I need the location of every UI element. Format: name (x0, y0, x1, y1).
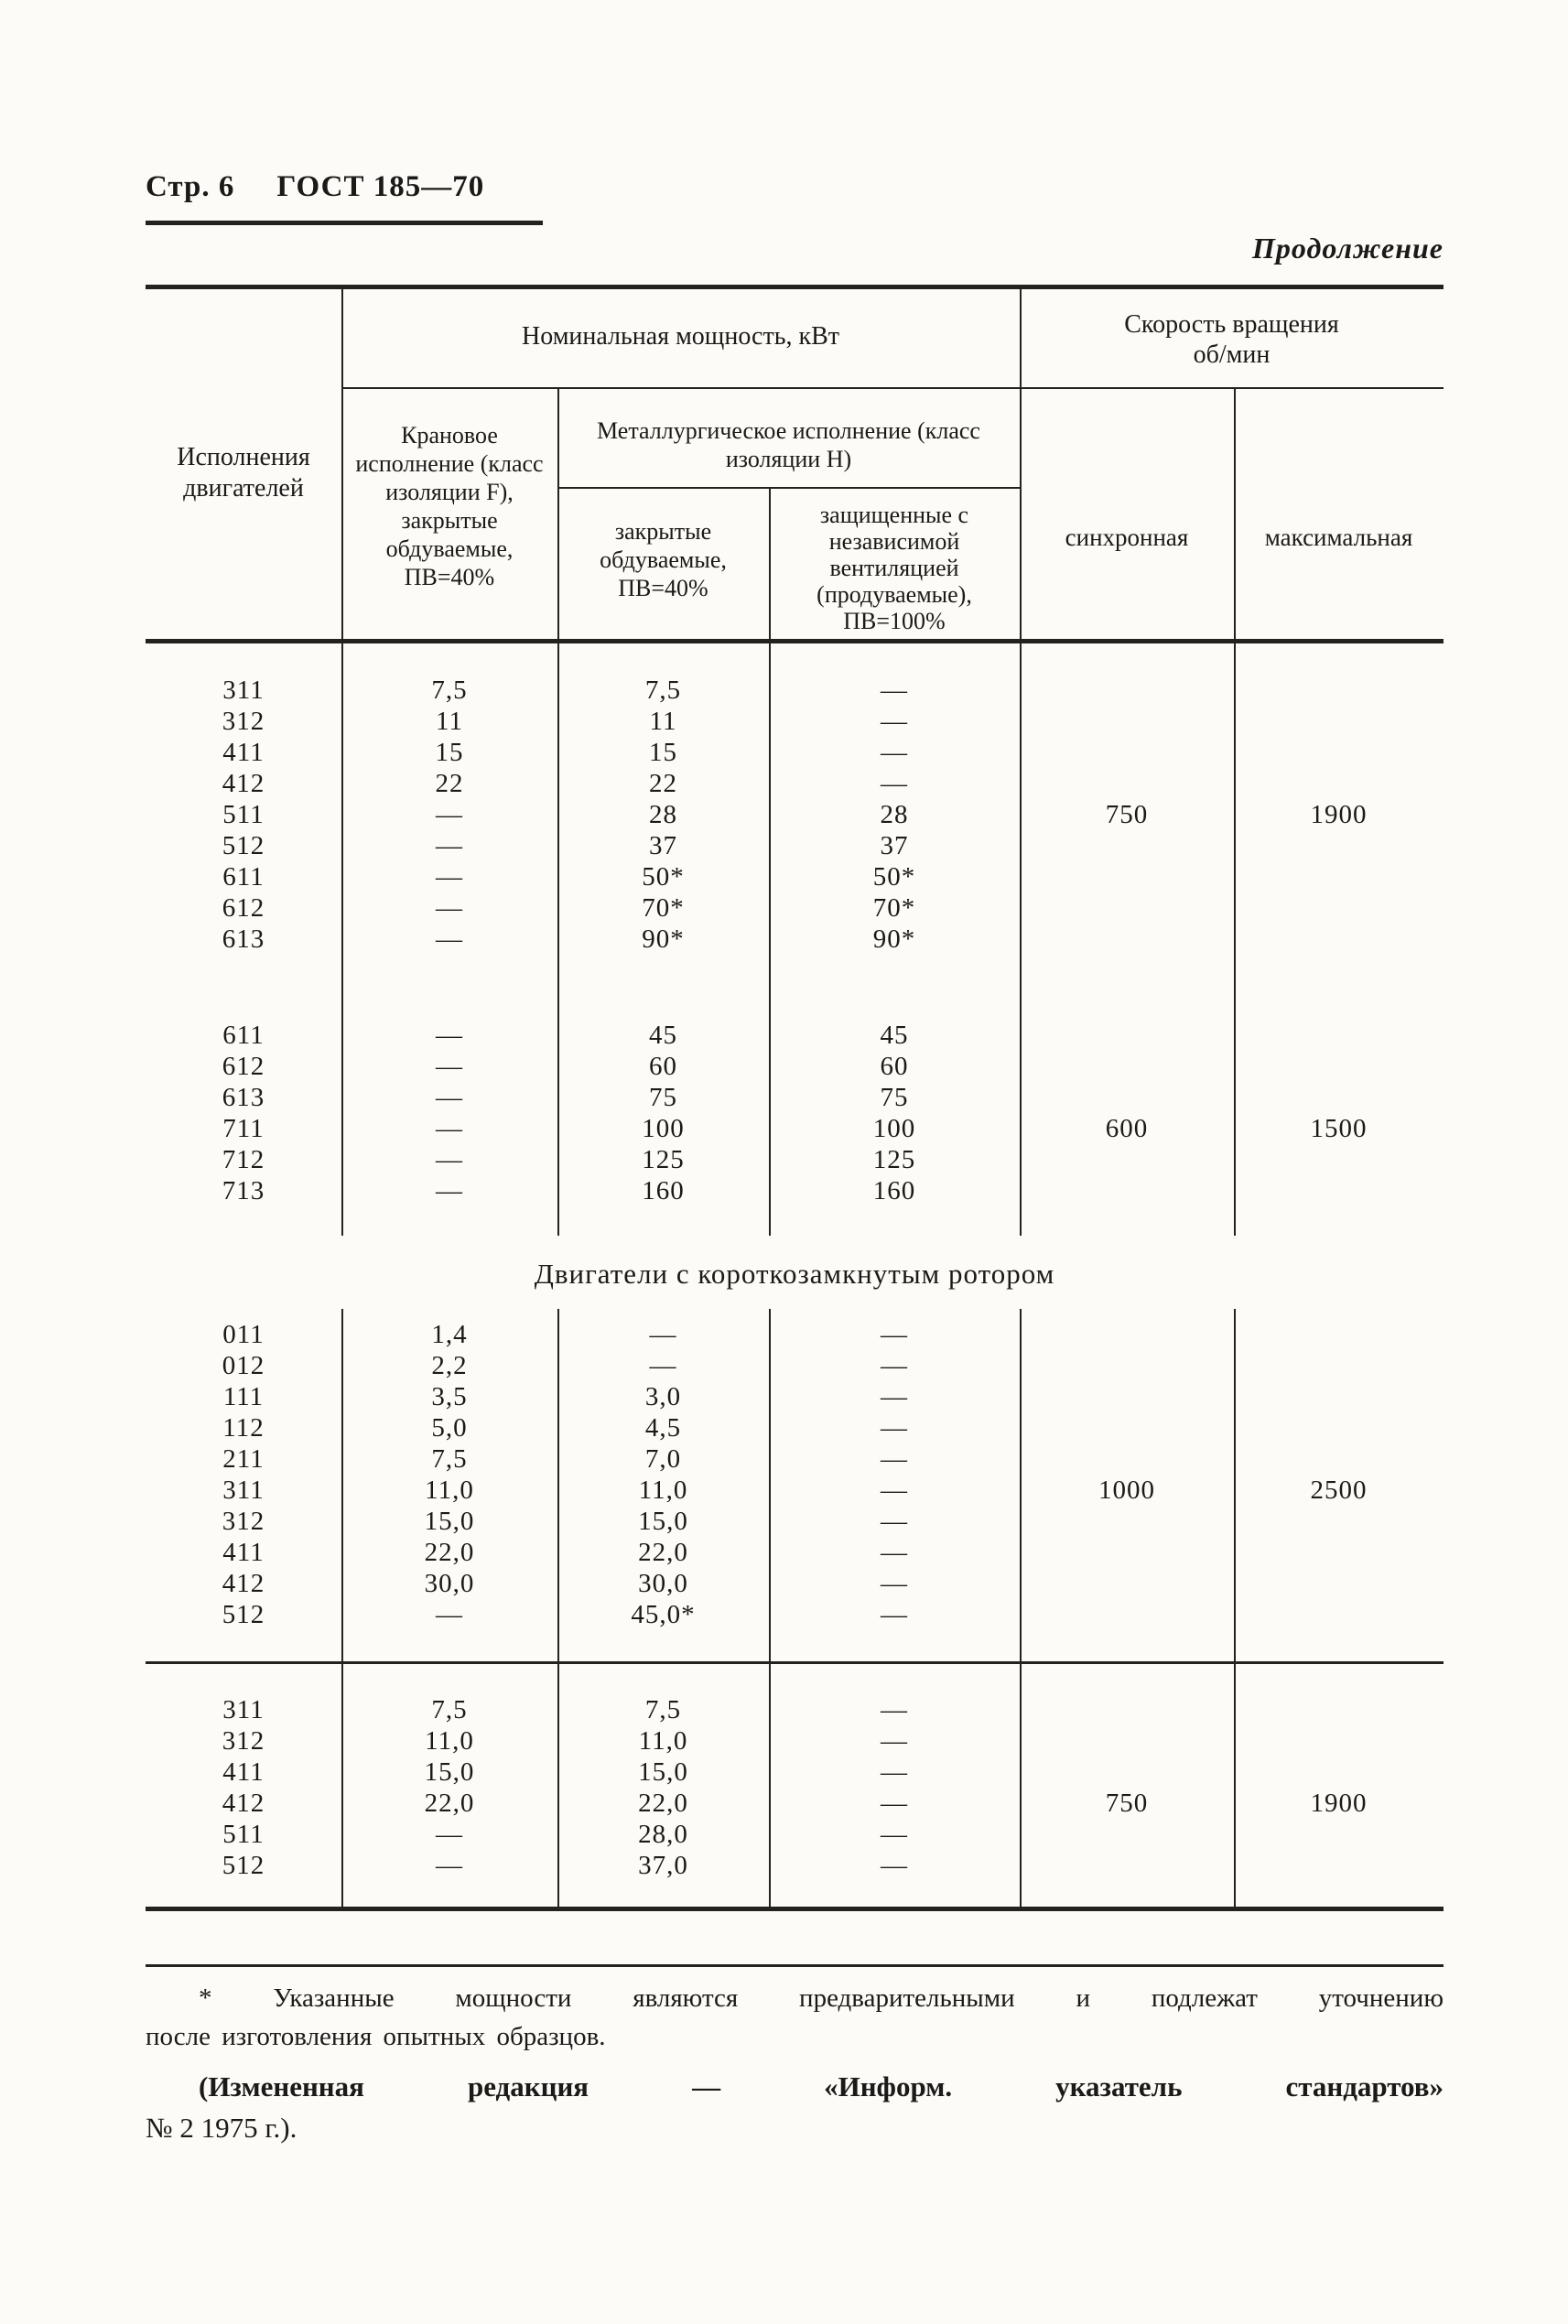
closed-power-cell: 15 (649, 738, 677, 767)
protected-power-cell: — (881, 1695, 908, 1724)
table-row (0, 1694, 1568, 1725)
crane-power-cell: 30,0 (424, 1569, 475, 1598)
max-speed-value: 1500 (1310, 1114, 1368, 1143)
section-title-squirrel-cage: Двигатели с короткозамкнутым ротором (534, 1258, 1055, 1290)
max-speed-value: 2500 (1310, 1475, 1368, 1505)
page-number: Стр. 6 (146, 170, 235, 203)
table-row (0, 675, 1568, 706)
closed-power-cell: 7,5 (644, 1695, 682, 1724)
table-row (0, 1319, 1568, 1350)
crane-power-cell: 22,0 (424, 1538, 475, 1567)
execution-cell: 311 (222, 676, 265, 705)
crane-power-cell: — (436, 893, 463, 923)
closed-power-cell: 22 (649, 769, 677, 798)
header-executions: Исполнения двигателей (177, 443, 310, 503)
protected-power-cell: 70* (872, 893, 916, 923)
header-synchronous-speed: синхронная (1065, 524, 1189, 551)
closed-power-cell: 45,0* (631, 1600, 696, 1629)
header-closed-blown: закрытые обдуваемые, ПВ=40% (600, 518, 727, 601)
protected-power-cell: 100 (872, 1114, 916, 1143)
table-row (0, 1082, 1568, 1113)
execution-cell: 312 (222, 707, 265, 736)
execution-cell: 411 (222, 1538, 265, 1567)
table-row (0, 830, 1568, 861)
crane-power-cell: 11 (436, 707, 463, 736)
protected-power-cell: 75 (880, 1083, 909, 1112)
protected-power-cell: — (881, 769, 908, 798)
execution-cell: 412 (222, 1789, 265, 1818)
crane-power-cell: — (436, 1851, 463, 1880)
protected-power-cell: — (881, 1351, 908, 1380)
execution-cell: 312 (222, 1726, 265, 1756)
table-row (0, 1175, 1568, 1206)
protected-power-cell: — (881, 1569, 908, 1598)
closed-power-cell: 4,5 (644, 1413, 682, 1443)
crane-power-cell: — (436, 1114, 463, 1143)
execution-cell: 711 (222, 1114, 265, 1143)
protected-power-cell: — (881, 1757, 908, 1787)
table-row (0, 737, 1568, 768)
table-row (0, 1819, 1568, 1850)
crane-power-cell: — (436, 831, 463, 860)
execution-cell: 512 (222, 831, 265, 860)
execution-cell: 613 (222, 924, 265, 954)
crane-power-cell: 22,0 (424, 1789, 475, 1818)
table-row (0, 861, 1568, 892)
protected-power-cell: 50* (872, 862, 916, 892)
table-row (0, 924, 1568, 955)
crane-power-cell: — (436, 862, 463, 892)
table-row (0, 892, 1568, 924)
crane-power-cell: 3,5 (431, 1382, 468, 1411)
execution-cell: 612 (222, 1052, 265, 1081)
protected-power-cell: — (881, 1789, 908, 1818)
closed-power-cell: 30,0 (638, 1569, 688, 1598)
table-row (0, 1412, 1568, 1443)
protected-power-cell: — (881, 1444, 908, 1474)
sync-speed-value: 750 (1105, 800, 1149, 829)
table-middle-rule (146, 1661, 1444, 1664)
closed-power-cell: 28,0 (638, 1820, 688, 1849)
max-speed-value: 1900 (1310, 1789, 1368, 1818)
protected-power-cell: — (881, 1382, 908, 1411)
execution-cell: 312 (222, 1507, 265, 1536)
table-block-750rpm (0, 675, 1568, 955)
crane-power-cell: — (436, 1083, 463, 1112)
protected-power-cell: — (881, 1851, 908, 1880)
table-block-1000rpm (0, 1319, 1568, 1630)
table-top-rule (146, 285, 1444, 289)
table-row (0, 1725, 1568, 1757)
closed-power-cell: 70* (642, 893, 685, 923)
table-row (0, 1568, 1568, 1599)
closed-power-cell: 37,0 (638, 1851, 688, 1880)
footnote-line1: * Указанные мощности являются предварительными и подлежат уточнению (199, 1984, 1444, 2013)
table-row (0, 1443, 1568, 1475)
crane-power-cell: — (436, 1052, 463, 1081)
closed-power-cell: 100 (642, 1114, 685, 1143)
table-row (0, 1537, 1568, 1568)
execution-cell: 512 (222, 1851, 265, 1880)
closed-power-cell: 15,0 (638, 1507, 688, 1536)
execution-cell: 012 (222, 1351, 265, 1380)
closed-power-cell: 22,0 (638, 1789, 688, 1818)
protected-power-cell: 37 (880, 831, 909, 860)
protected-power-cell: 160 (872, 1176, 916, 1205)
crane-power-cell: — (436, 800, 463, 829)
crane-power-cell: — (436, 924, 463, 954)
execution-cell: 112 (222, 1413, 265, 1443)
execution-cell: 311 (222, 1695, 265, 1724)
closed-power-cell: 7,5 (644, 676, 682, 705)
footnote-separator-rule (146, 1964, 1444, 1967)
power-group-rule (341, 387, 1444, 389)
sync-speed-value: 1000 (1098, 1475, 1155, 1505)
closed-power-cell: 11,0 (638, 1475, 688, 1505)
closed-power-cell: 15,0 (638, 1757, 688, 1787)
closed-power-cell: 28 (649, 800, 677, 829)
execution-cell: 011 (222, 1320, 265, 1349)
closed-power-cell: 22,0 (638, 1538, 688, 1567)
header-underline-rule (146, 221, 543, 225)
protected-power-cell: — (881, 1600, 908, 1629)
execution-cell: 511 (222, 800, 265, 829)
execution-cell: 611 (222, 862, 265, 892)
crane-power-cell: 7,5 (431, 1444, 468, 1474)
protected-power-cell: — (881, 1320, 908, 1349)
crane-power-cell: 1,4 (431, 1320, 468, 1349)
crane-power-cell: 11,0 (425, 1726, 474, 1756)
crane-power-cell: — (436, 1021, 463, 1050)
continuation-label: Продолжение (1252, 232, 1444, 265)
table-row (0, 1144, 1568, 1175)
crane-power-cell: 15,0 (424, 1507, 475, 1536)
crane-power-cell: 15 (435, 738, 464, 767)
crane-power-cell: — (436, 1820, 463, 1849)
execution-cell: 111 (222, 1382, 265, 1411)
header-speed-line2: об/мин (1193, 340, 1271, 369)
table-row (0, 706, 1568, 737)
header-speed-line1: Скорость вращения (1124, 310, 1339, 339)
header-speed-group (1020, 309, 1444, 370)
execution-cell: 211 (222, 1444, 265, 1474)
closed-power-cell: 50* (642, 862, 685, 892)
execution-cell: 713 (222, 1176, 265, 1205)
execution-cell: 311 (222, 1475, 265, 1505)
header-maximal-speed: максимальная (1264, 524, 1413, 551)
table-row (0, 1020, 1568, 1051)
header-protected-ventilated: защищенные с независимой вентиляцией (продуваемые), ПВ=100% (816, 502, 972, 634)
closed-power-cell: 3,0 (644, 1382, 682, 1411)
protected-power-cell: — (881, 676, 908, 705)
metallurgical-group-rule (557, 487, 1020, 489)
closed-power-cell: 45 (649, 1021, 677, 1050)
header-crane-version: Крановое исполнение (класс изоляции F), закрытые обдуваемые, ПВ=40% (355, 422, 544, 590)
table-row (0, 1599, 1568, 1630)
protected-power-cell: — (881, 1507, 908, 1536)
execution-cell: 412 (222, 1569, 265, 1598)
protected-power-cell: — (881, 1820, 908, 1849)
crane-power-cell: 11,0 (425, 1475, 474, 1505)
crane-power-cell: — (436, 1176, 463, 1205)
header-nominal-power-group: Номинальная мощность, кВт (522, 322, 839, 351)
closed-power-cell: — (649, 1351, 677, 1380)
table-header-bottom-rule (146, 639, 1444, 643)
execution-cell: 612 (222, 893, 265, 923)
crane-power-cell: 15,0 (424, 1757, 475, 1787)
table-row (0, 1850, 1568, 1881)
protected-power-cell: — (881, 707, 908, 736)
table-row (0, 1757, 1568, 1788)
execution-cell: 613 (222, 1083, 265, 1112)
table-row (0, 768, 1568, 799)
crane-power-cell: 7,5 (431, 1695, 468, 1724)
protected-power-cell: — (881, 1538, 908, 1567)
execution-cell: 611 (222, 1021, 265, 1050)
crane-power-cell: 5,0 (431, 1413, 468, 1443)
table-row (0, 1350, 1568, 1381)
header-metallurgical-group: Металлургическое исполнение (класс изоляции Н) (597, 417, 980, 472)
amendment-note-line2: № 2 1975 г.). (146, 2112, 297, 2144)
crane-power-cell: — (436, 1600, 463, 1629)
closed-power-cell: 125 (642, 1145, 685, 1174)
crane-power-cell: — (436, 1145, 463, 1174)
protected-power-cell: 90* (872, 924, 916, 954)
crane-power-cell: 22 (435, 769, 464, 798)
table-row (0, 1051, 1568, 1082)
footnote-line2: после изготовления опытных образцов. (146, 2022, 606, 2051)
execution-cell: 712 (222, 1145, 265, 1174)
closed-power-cell: 160 (642, 1176, 685, 1205)
table-block-600rpm (0, 1020, 1568, 1206)
page-header (146, 170, 484, 204)
closed-power-cell: 37 (649, 831, 677, 860)
table-bottom-rule (146, 1907, 1444, 1911)
amendment-note-line1: (Измененная редакция — «Информ. указатель стандартов» (199, 2070, 1444, 2102)
closed-power-cell: 75 (649, 1083, 677, 1112)
closed-power-cell: 11 (649, 707, 677, 736)
sync-speed-value: 750 (1105, 1789, 1149, 1818)
execution-cell: 412 (222, 769, 265, 798)
execution-cell: 411 (222, 1757, 265, 1787)
protected-power-cell: 125 (872, 1145, 916, 1174)
protected-power-cell: 28 (880, 800, 909, 829)
crane-power-cell: 2,2 (431, 1351, 468, 1380)
table-row (0, 1506, 1568, 1537)
protected-power-cell: 60 (880, 1052, 909, 1081)
table-row (0, 1381, 1568, 1412)
closed-power-cell: 11,0 (638, 1726, 688, 1756)
execution-cell: 411 (222, 738, 265, 767)
closed-power-cell: — (649, 1320, 677, 1349)
table-block-750rpm-cage (0, 1694, 1568, 1881)
execution-cell: 511 (222, 1820, 265, 1849)
closed-power-cell: 90* (642, 924, 685, 954)
protected-power-cell: 45 (880, 1021, 909, 1050)
crane-power-cell: 7,5 (431, 676, 468, 705)
protected-power-cell: — (881, 738, 908, 767)
closed-power-cell: 7,0 (644, 1444, 682, 1474)
max-speed-value: 1900 (1310, 800, 1368, 829)
protected-power-cell: — (881, 1475, 908, 1505)
execution-cell: 512 (222, 1600, 265, 1629)
standard-number: ГОСТ 185—70 (276, 170, 485, 203)
closed-power-cell: 60 (649, 1052, 677, 1081)
sync-speed-value: 600 (1105, 1114, 1149, 1143)
protected-power-cell: — (881, 1726, 908, 1756)
protected-power-cell: — (881, 1413, 908, 1443)
